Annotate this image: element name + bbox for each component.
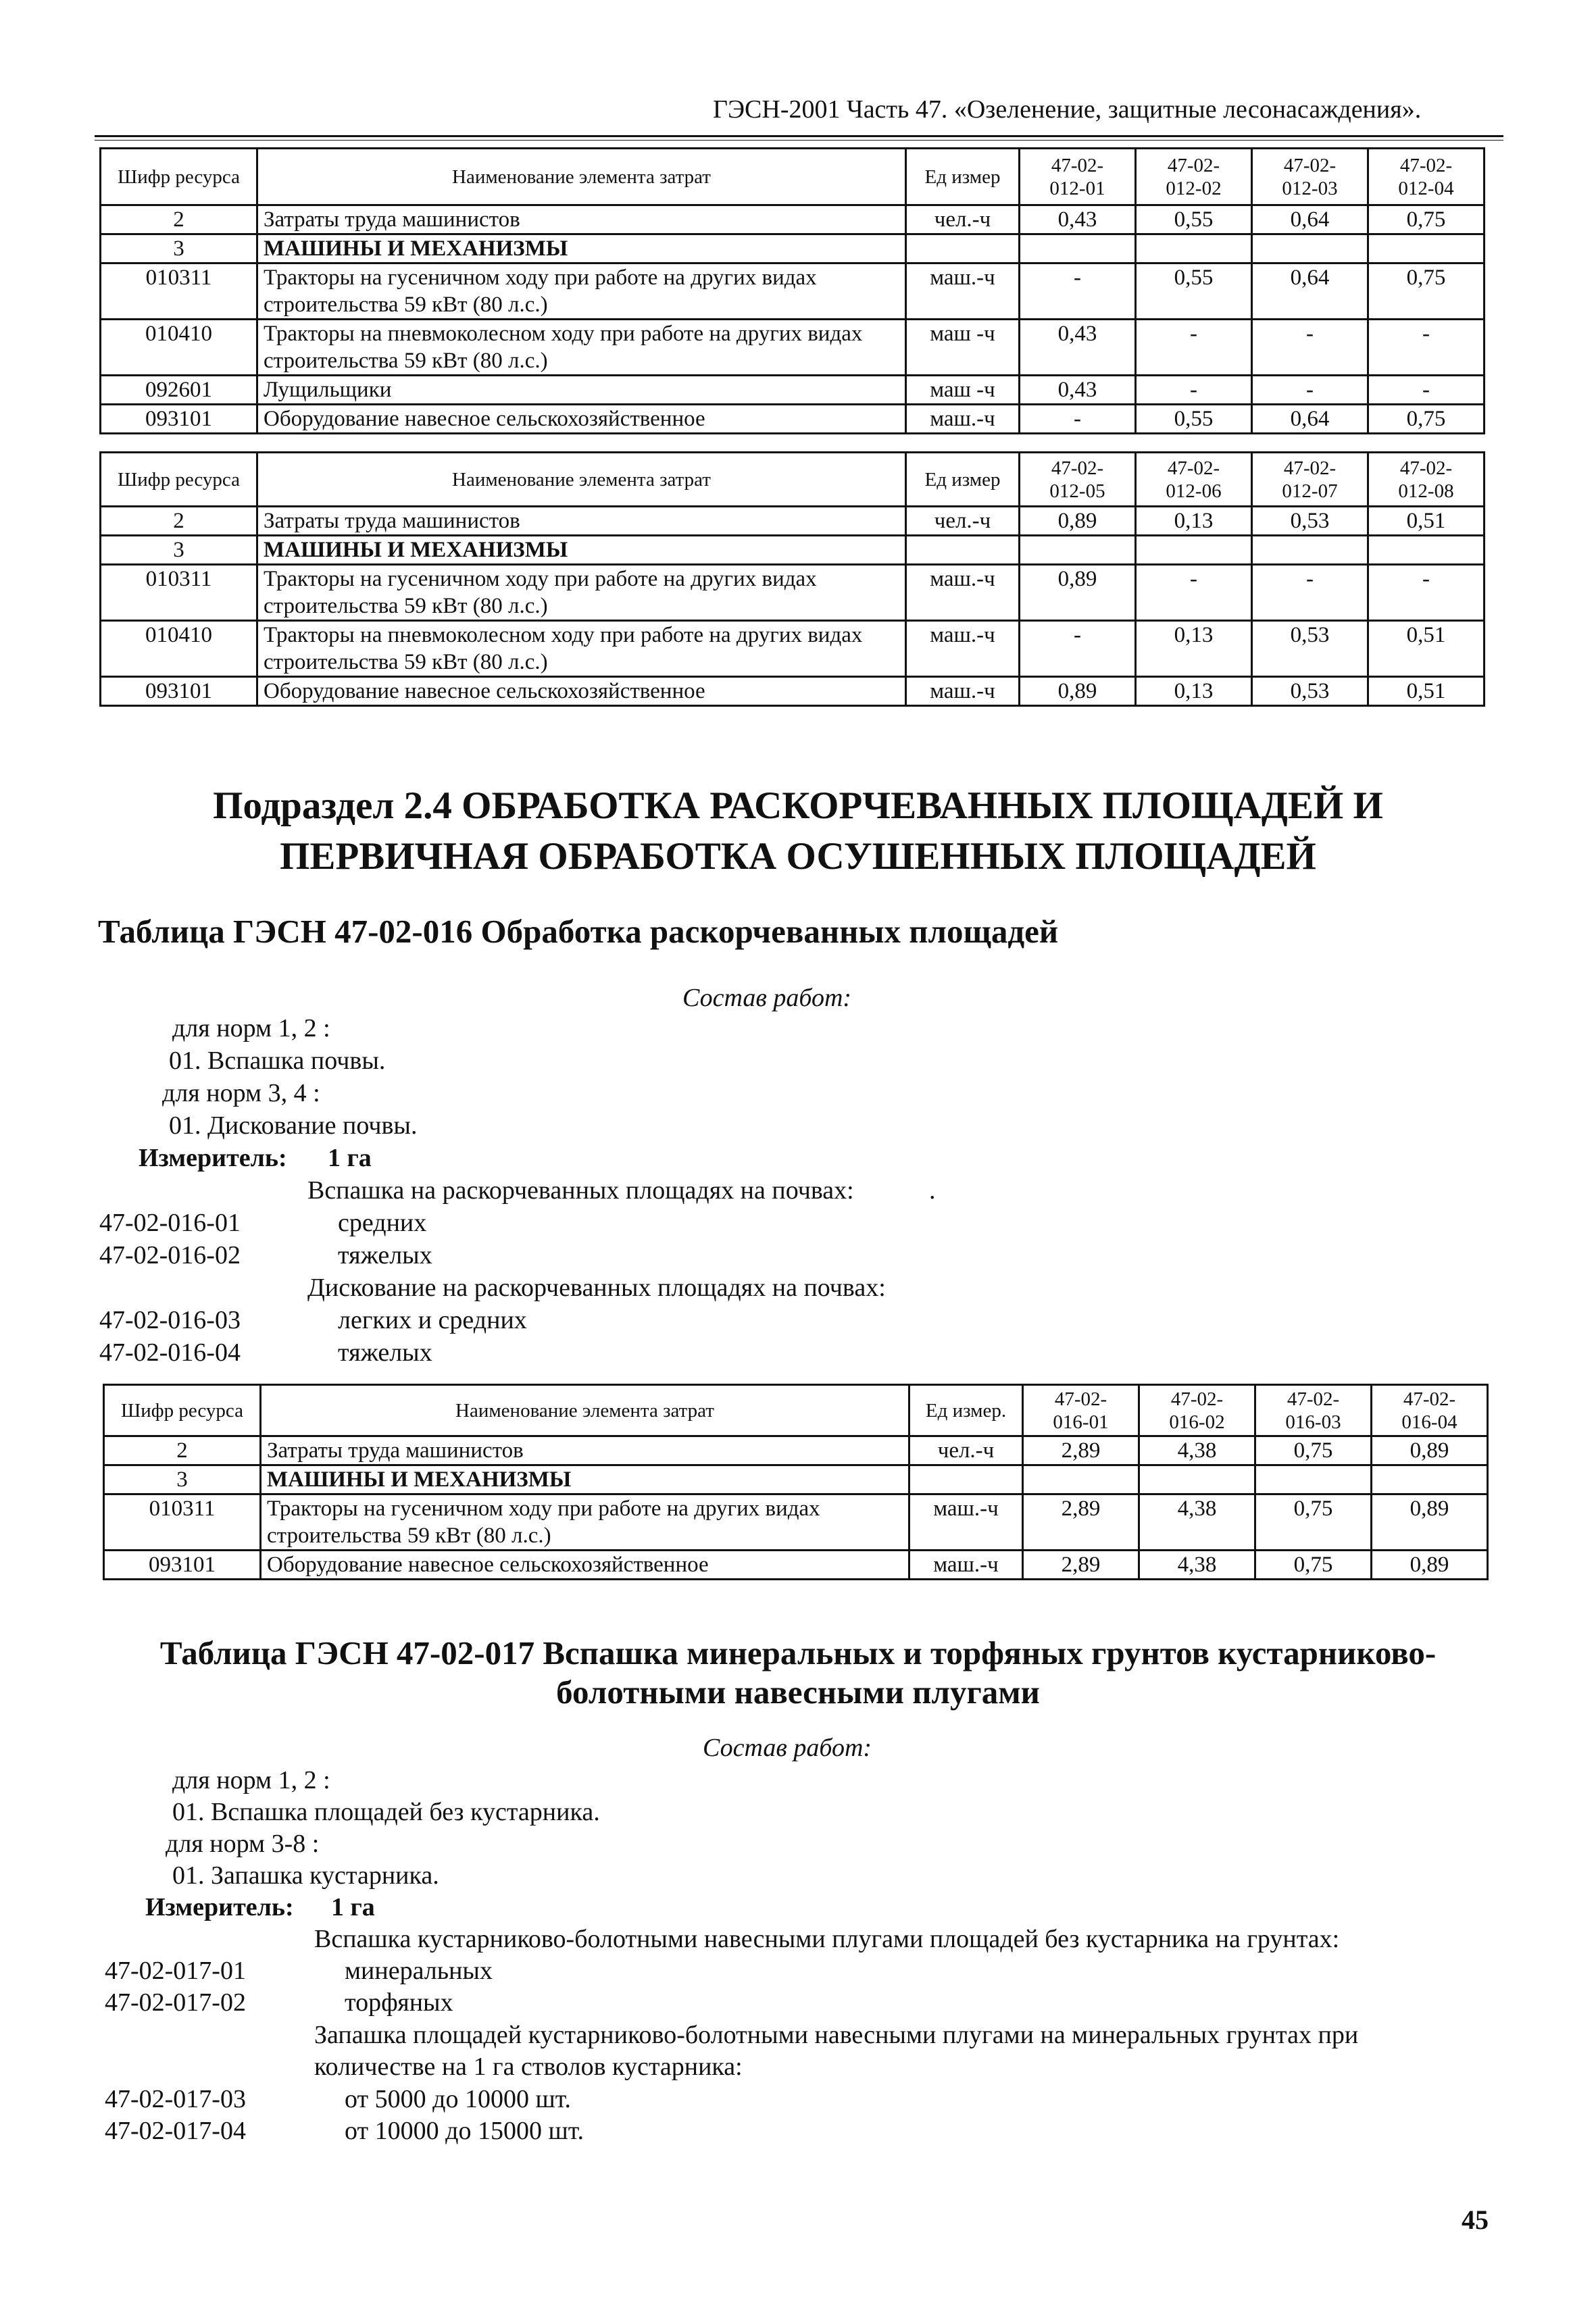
group-heading: количестве на 1 га стволов кустарника: [314, 2053, 743, 2081]
header-norm: 47-02- 012-05 [1020, 453, 1136, 507]
header-unit: Ед измер. [909, 1385, 1023, 1436]
resource-name: Затраты труда машинистов [261, 1436, 909, 1465]
norm-code: 47-02-017-04 [105, 2117, 246, 2145]
resource-name: МАШИНЫ И МЕХАНИЗМЫ [261, 1465, 909, 1494]
norm-value: 0,55 [1136, 405, 1252, 434]
header-norm: 47-02- 016-03 [1255, 1385, 1372, 1436]
header-norm: 47-02- 012-07 [1252, 453, 1368, 507]
resource-code: 3 [101, 536, 257, 565]
table-row [101, 234, 1485, 263]
norm-value: 0,13 [1136, 621, 1252, 677]
norm-code: 47-02-017-02 [105, 1988, 246, 2017]
resource-code: 010410 [101, 320, 257, 376]
resource-name: Тракторы на пневмоколесном ходу при работе на других видах строительства 59 кВт (80 л.с.) [257, 320, 906, 376]
norm-value: - [1020, 405, 1136, 434]
norm-value [1255, 1465, 1372, 1494]
norm-value: 0,75 [1255, 1551, 1372, 1580]
work-line: для норм 1, 2 : [172, 1014, 330, 1042]
resource-code: 093101 [101, 405, 257, 434]
resource-code: 093101 [101, 677, 257, 706]
norm-code: 47-02-017-03 [105, 2085, 246, 2113]
resource-code: 2 [104, 1436, 261, 1465]
resource-unit: маш.-ч [909, 1494, 1023, 1551]
norm-text: легких и средних [338, 1306, 527, 1334]
norm-value: 0,75 [1368, 405, 1485, 434]
resource-unit: маш.-ч [906, 677, 1020, 706]
norm-value: - [1136, 565, 1252, 621]
header-code: Шифр ресурса [101, 149, 257, 205]
resource-code: 010410 [101, 621, 257, 677]
group-heading: Дискование на раскорчеванных площадях на почвах: [307, 1274, 886, 1302]
norm-value: 0,89 [1372, 1436, 1488, 1465]
norm-value: 0,13 [1136, 507, 1252, 536]
header-norm: 47-02- 016-02 [1139, 1385, 1255, 1436]
resource-table-012-05-08 [99, 451, 1485, 707]
norm-text: от 10000 до 15000 шт. [345, 2117, 584, 2145]
norm-value: 0,64 [1252, 405, 1368, 434]
table-row [104, 1551, 1488, 1580]
resource-code: 010311 [101, 565, 257, 621]
meter-label: Измеритель: [139, 1144, 287, 1172]
table-row [101, 263, 1485, 320]
norm-value [1020, 234, 1136, 263]
norm-value: - [1368, 565, 1485, 621]
table-row [101, 565, 1485, 621]
norm-value: 0,55 [1136, 205, 1252, 234]
norm-value: 2,89 [1023, 1436, 1139, 1465]
resource-unit: чел.-ч [906, 507, 1020, 536]
norm-text: средних [338, 1209, 427, 1237]
resource-name: Лущильщики [257, 376, 906, 405]
group-heading: Запашка площадей кустарниково-болотными навесными плугами на минеральных грунтах при [314, 2021, 1359, 2049]
table-016-title: Таблица ГЭСН 47-02-016 Обработка раскорчеванных площадей [98, 913, 1059, 950]
norm-value: - [1020, 263, 1136, 320]
group-heading: Вспашка на раскорчеванных площадях на почвах: [307, 1176, 854, 1205]
norm-text: тяжелых [338, 1241, 432, 1269]
resource-code: 010311 [104, 1494, 261, 1551]
norm-value: 0,89 [1020, 677, 1136, 706]
norm-value: - [1368, 320, 1485, 376]
resource-unit: маш.-ч [906, 405, 1020, 434]
resource-code: 093101 [104, 1551, 261, 1580]
norm-value: 0,89 [1372, 1494, 1488, 1551]
norm-value [1252, 234, 1368, 263]
norm-value: 0,55 [1136, 263, 1252, 320]
norm-code: 47-02-016-02 [99, 1241, 241, 1269]
resource-name: Тракторы на пневмоколесном ходу при работе на других видах строительства 59 кВт (80 л.с.) [257, 621, 906, 677]
work-line: для норм 3-8 : [166, 1830, 320, 1858]
table-017-title-line2: болотными навесными плугами [556, 1674, 1040, 1711]
norm-value [1372, 1465, 1488, 1494]
norm-value: 4,38 [1139, 1436, 1255, 1465]
resource-unit: маш.-ч [906, 263, 1020, 320]
resource-unit: маш.-ч [906, 565, 1020, 621]
resource-code: 092601 [101, 376, 257, 405]
norm-code: 47-02-017-01 [105, 1957, 246, 1985]
norm-value: 2,89 [1023, 1494, 1139, 1551]
norm-value: 0,89 [1020, 565, 1136, 621]
resource-unit: маш -ч [906, 376, 1020, 405]
resource-name: Оборудование навесное сельскохозяйственное [257, 405, 906, 434]
norm-code: 47-02-016-04 [99, 1338, 241, 1367]
norm-value: 0,53 [1252, 507, 1368, 536]
norm-value [1368, 536, 1485, 565]
table-row [101, 677, 1485, 706]
norm-value: - [1136, 320, 1252, 376]
resource-unit [906, 234, 1020, 263]
norm-value: 4,38 [1139, 1551, 1255, 1580]
norm-value [1368, 234, 1485, 263]
norm-value: 4,38 [1139, 1494, 1255, 1551]
norm-value: 0,75 [1368, 263, 1485, 320]
resource-unit: маш.-ч [906, 621, 1020, 677]
resource-name: Оборудование навесное сельскохозяйственное [257, 677, 906, 706]
norm-code: 47-02-016-03 [99, 1306, 241, 1334]
norm-value: 0,75 [1368, 205, 1485, 234]
table-017-title-line1: Таблица ГЭСН 47-02-017 Вспашка минеральных и торфяных грунтов кустарниково- [159, 1634, 1437, 1671]
header-code: Шифр ресурса [101, 453, 257, 507]
header-norm: 47-02- 012-01 [1020, 149, 1136, 205]
norm-value: 0,53 [1252, 677, 1368, 706]
resource-unit: чел.-ч [909, 1436, 1023, 1465]
header-unit: Ед измер [906, 453, 1020, 507]
norm-value: 0,13 [1136, 677, 1252, 706]
norm-value: 0,43 [1020, 320, 1136, 376]
work-line: 01. Запашка кустарника. [172, 1861, 439, 1890]
norm-value [1136, 536, 1252, 565]
resource-unit [909, 1465, 1023, 1494]
header-norm: 47-02- 012-03 [1252, 149, 1368, 205]
table-row [101, 205, 1485, 234]
table-row [101, 405, 1485, 434]
work-line: 01. Дискование почвы. [169, 1111, 418, 1140]
norm-value: 0,43 [1020, 205, 1136, 234]
resource-table-012-01-04 [99, 147, 1485, 434]
meter-value: 1 га [331, 1893, 375, 1921]
resource-name: Оборудование навесное сельскохозяйственное [261, 1551, 909, 1580]
composition-label: Состав работ: [682, 984, 852, 1012]
header-name: Наименование элемента затрат [257, 149, 906, 205]
norm-value [1020, 536, 1136, 565]
table-row [104, 1436, 1488, 1465]
resource-unit: маш.-ч [909, 1551, 1023, 1580]
group-heading: Вспашка кустарниково-болотными навесными плугами площадей без кустарника на грунтах: [314, 1925, 1340, 1953]
resource-name: Тракторы на гусеничном ходу при работе на других видах строительства 59 кВт (80 л.с.) [257, 565, 906, 621]
header-norm: 47-02- 016-01 [1023, 1385, 1139, 1436]
header-name: Наименование элемента затрат [261, 1385, 909, 1436]
norm-value [1023, 1465, 1139, 1494]
resource-code: 3 [101, 234, 257, 263]
norm-value: 0,64 [1252, 263, 1368, 320]
norm-value: - [1252, 320, 1368, 376]
header-norm: 47-02- 012-06 [1136, 453, 1252, 507]
norm-value: 0,89 [1020, 507, 1136, 536]
resource-code: 010311 [101, 263, 257, 320]
norm-value: 0,51 [1368, 507, 1485, 536]
norm-value: - [1252, 376, 1368, 405]
norm-value: 2,89 [1023, 1551, 1139, 1580]
norm-value: - [1136, 376, 1252, 405]
subsection-title-line1: Подраздел 2.4 ОБРАБОТКА РАСКОРЧЕВАННЫХ ПЛОЩАДЕЙ И [213, 784, 1383, 827]
norm-text: от 5000 до 10000 шт. [345, 2085, 571, 2113]
group-heading-mark: . [929, 1176, 936, 1205]
resource-code: 2 [101, 507, 257, 536]
table-row [101, 621, 1485, 677]
resource-name: МАШИНЫ И МЕХАНИЗМЫ [257, 536, 906, 565]
resource-name: МАШИНЫ И МЕХАНИЗМЫ [257, 234, 906, 263]
resource-name: Тракторы на гусеничном ходу при работе на других видах строительства 59 кВт (80 л.с.) [261, 1494, 909, 1551]
norm-code: 47-02-016-01 [99, 1209, 241, 1237]
norm-value: 0,43 [1020, 376, 1136, 405]
composition-label: Состав работ: [703, 1734, 872, 1762]
table-row [101, 320, 1485, 376]
resource-code: 2 [101, 205, 257, 234]
norm-value: 0,75 [1255, 1494, 1372, 1551]
header-code: Шифр ресурса [104, 1385, 261, 1436]
resource-table-016 [103, 1384, 1489, 1580]
table-row [101, 536, 1485, 565]
resource-unit: маш -ч [906, 320, 1020, 376]
subsection-title-line2: ПЕРВИЧНАЯ ОБРАБОТКА ОСУШЕННЫХ ПЛОЩАДЕЙ [280, 835, 1316, 878]
header-unit: Ед измер [906, 149, 1020, 205]
table-row [101, 507, 1485, 536]
header-rule [95, 135, 1503, 137]
table-row [104, 1494, 1488, 1551]
header-name: Наименование элемента затрат [257, 453, 906, 507]
norm-value: 0,89 [1372, 1551, 1488, 1580]
header-norm: 47-02- 012-08 [1368, 453, 1485, 507]
norm-value: 0,64 [1252, 205, 1368, 234]
table-row [104, 1465, 1488, 1494]
norm-text: минеральных [345, 1957, 493, 1985]
resource-unit: чел.-ч [906, 205, 1020, 234]
norm-value: 0,51 [1368, 677, 1485, 706]
header-norm: 47-02- 016-04 [1372, 1385, 1488, 1436]
norm-value: 0,53 [1252, 621, 1368, 677]
norm-value: 0,75 [1255, 1436, 1372, 1465]
norm-text: торфяных [345, 1988, 453, 2017]
resource-unit [906, 536, 1020, 565]
work-line: 01. Вспашка площадей без кустарника. [172, 1798, 600, 1826]
meter-value: 1 га [328, 1144, 372, 1172]
page-number: 45 [1462, 2205, 1489, 2235]
work-line: для норм 1, 2 : [172, 1766, 330, 1794]
norm-value: - [1020, 621, 1136, 677]
norm-value [1252, 536, 1368, 565]
header-norm: 47-02- 012-02 [1136, 149, 1252, 205]
norm-value [1136, 234, 1252, 263]
running-header: ГЭСН-2001 Часть 47. «Озеленение, защитные лесонасаждения». [713, 95, 1422, 124]
work-line: для норм 3, 4 : [162, 1079, 320, 1107]
work-line: 01. Вспашка почвы. [169, 1047, 386, 1075]
header-rule-thin [95, 140, 1503, 141]
meter-label: Измеритель: [145, 1893, 294, 1921]
norm-value: - [1252, 565, 1368, 621]
table-row [101, 376, 1485, 405]
norm-text: тяжелых [338, 1338, 432, 1367]
resource-name: Тракторы на гусеничном ходу при работе на других видах строительства 59 кВт (80 л.с.) [257, 263, 906, 320]
resource-code: 3 [104, 1465, 261, 1494]
norm-value [1139, 1465, 1255, 1494]
header-norm: 47-02- 012-04 [1368, 149, 1485, 205]
resource-name: Затраты труда машинистов [257, 507, 906, 536]
norm-value: 0,51 [1368, 621, 1485, 677]
norm-value: - [1368, 376, 1485, 405]
resource-name: Затраты труда машинистов [257, 205, 906, 234]
